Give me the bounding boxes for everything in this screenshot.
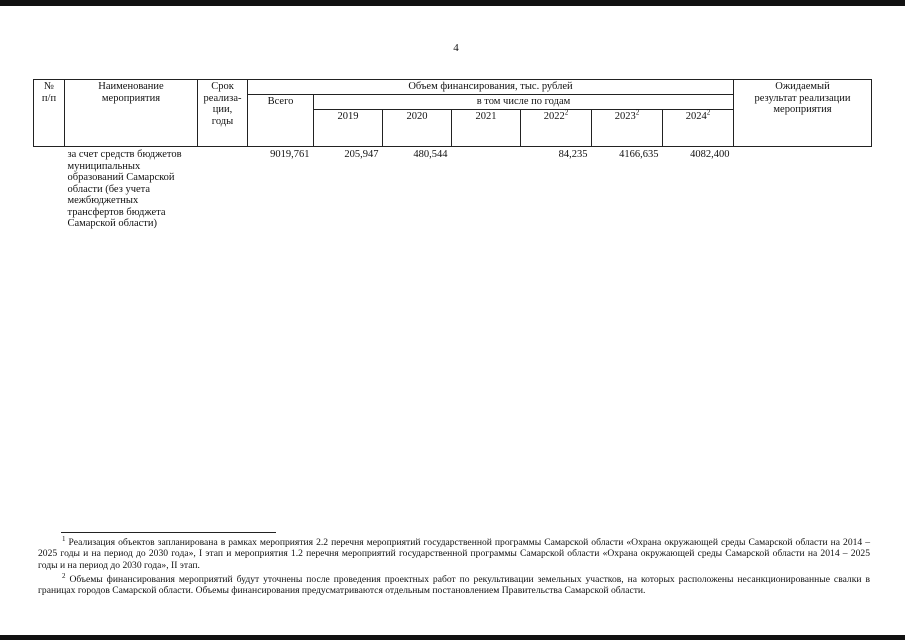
footnote-1: $^1$ Реализация объектов запланирована в рамках мероприятия 2.2 перечня мероприятий государственной программы Самарской области «Охрана окружающей среды Самарской области на 2014 – 2025 годы и на период до 2030 года», I этап и мероприятия 1.2 перечня мероприятий государственной программы Самарской области «Охрана окружающей среды Самарской области на 2014 – 2025 годы и на период до 2030 года», II этап.: [38, 534, 871, 571]
table-row: [34, 147, 872, 232]
header-year-2021: 2021: [452, 110, 521, 147]
header-year-2020: 2020: [383, 110, 452, 147]
cell-result: [734, 147, 872, 232]
cell-2024: 4082,400: [690, 149, 730, 160]
footnote-2: $^2$ Объемы финансирования мероприятий будут уточнены после проведения проектных работ по рекультивации земельных участков, на которых расположены несанкционированные свалки в границах городов Самарской области. Объемы финансирования предусматриваются отдельным постановлением Правительства Самарской области.: [38, 571, 870, 597]
cell-2019: 205,947: [344, 149, 379, 160]
cell-num: [34, 147, 65, 232]
footnote-separator: [61, 532, 276, 533]
header-funding: Объем финансирования, тыс. рублей: [248, 80, 734, 95]
header-result: Ожидаемый результат реализации мероприятия: [734, 80, 872, 147]
cell-2020: 480,544: [413, 149, 448, 160]
header-year-2024: 2024$^2$: [663, 110, 734, 147]
cell-name: за счет средств бюджетов муниципальных образований Самарской области (без учета межбюджетных трансфертов бюджета Самарской области): [67, 149, 182, 229]
header-num: № п/п: [34, 80, 65, 147]
cell-2022: 84,235: [558, 149, 588, 160]
cell-2021: [452, 147, 521, 232]
cell-term: [198, 147, 248, 232]
cell-total: 9019,761: [270, 149, 310, 160]
header-year-2023: 2023$^2$: [592, 110, 663, 147]
page-number: 4: [453, 42, 459, 54]
top-border: [0, 0, 905, 6]
header-name: Наименование мероприятия: [65, 80, 198, 147]
header-year-2022: 2022$^2$: [521, 110, 592, 147]
cell-2023: 4166,635: [619, 149, 659, 160]
header-term: Срок реализа- ции, годы: [198, 80, 248, 147]
bottom-border: [0, 635, 905, 640]
header-total: Всего: [248, 95, 314, 147]
header-year-2019: 2019: [314, 110, 383, 147]
financing-table: [33, 79, 872, 232]
header-by-years: в том числе по годам: [314, 95, 734, 110]
